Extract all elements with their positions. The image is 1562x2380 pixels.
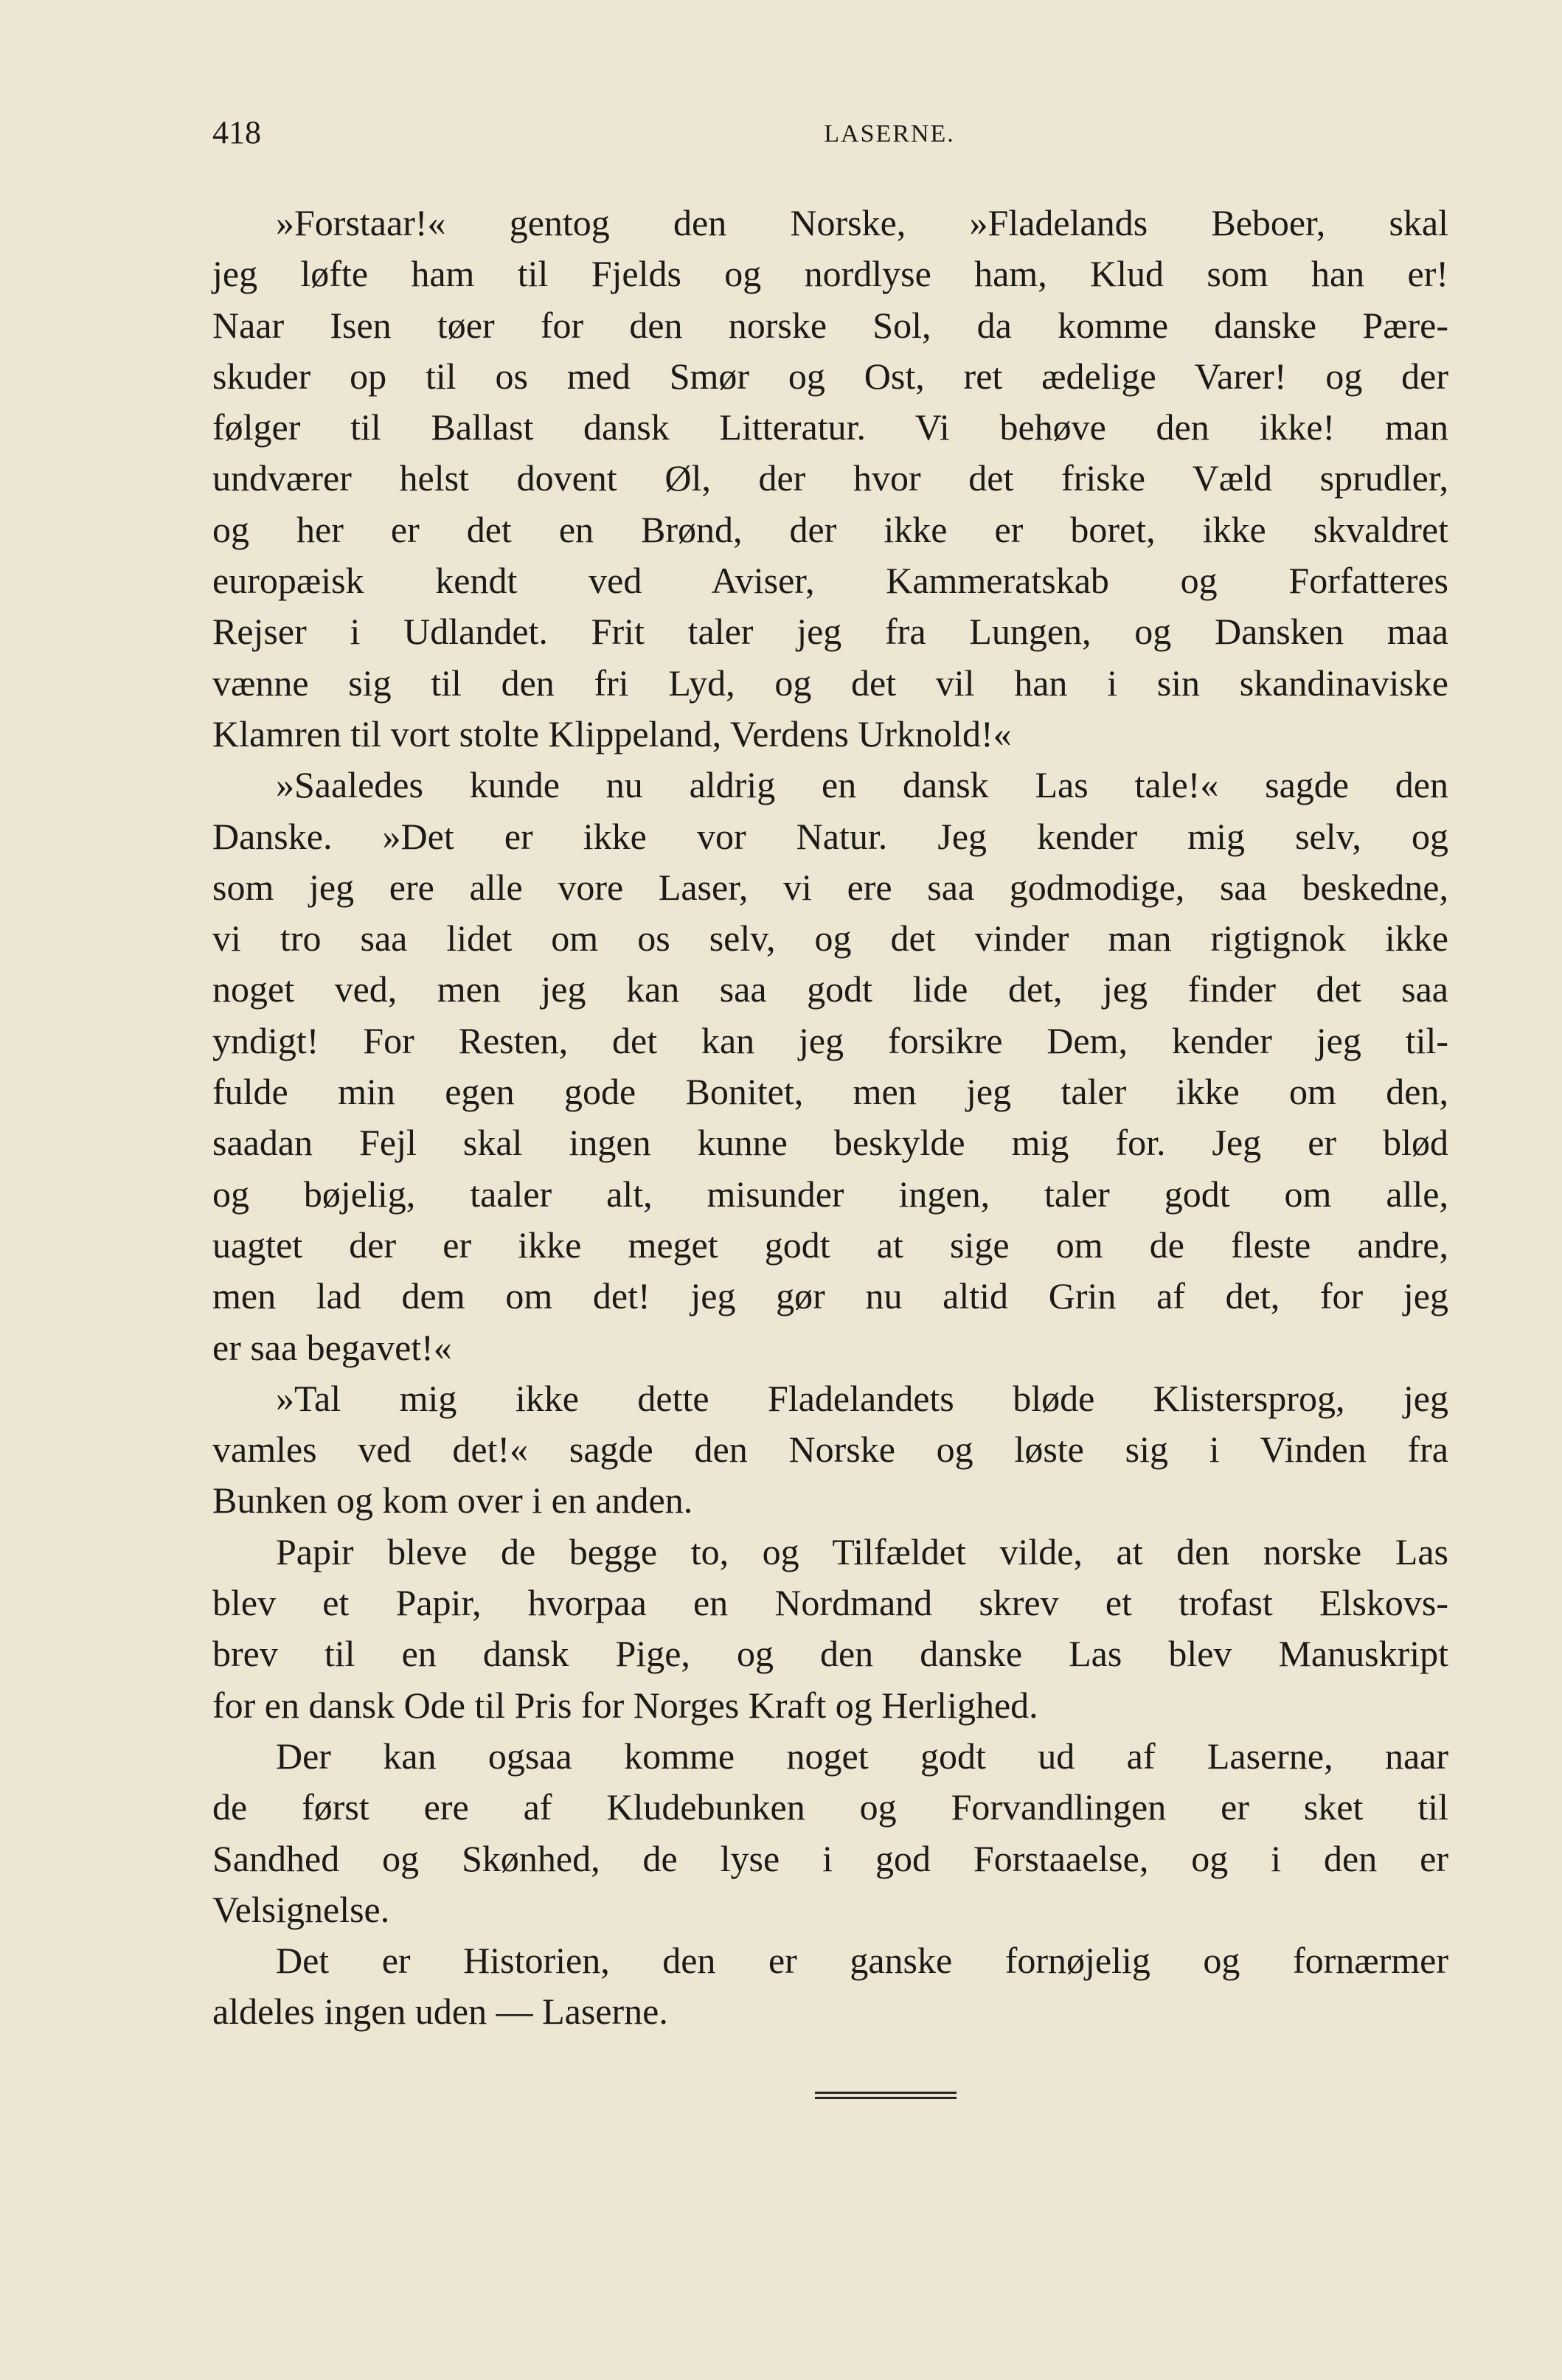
page-header <box>212 111 1448 155</box>
text-line: europæisk kendt ved Aviser, Kammeratskab og Forfatteres <box>212 560 1448 602</box>
text-line: og her er det en Brønd, der ikke er boret, ikke skvaldret <box>212 508 1448 550</box>
text-line: vamles ved det!« sagde den Norske og løste sig i Vinden fra <box>212 1429 1448 1471</box>
text-line: brev til en dansk Pige, og den danske Las blev Manuskript <box>212 1633 1448 1675</box>
paragraph <box>212 1935 1448 2038</box>
text-line: følger til Ballast dansk Litteratur. Vi behøve den ikke! man <box>212 406 1448 448</box>
text-line: Det er Historien, den er ganske fornøjelig og fornærmer <box>276 1940 1448 1982</box>
text-line: saadan Fejl skal ingen kunne beskylde mig for. Jeg er blød <box>212 1122 1448 1164</box>
text-line: Danske. »Det er ikke vor Natur. Jeg kender mig selv, og <box>212 815 1448 857</box>
text-line: »Saaledes kunde nu aldrig en dansk Las tale!« sagde den <box>276 764 1448 806</box>
text-line: Rejser i Udlandet. Frit taler jeg fra Lungen, og Dansken maa <box>212 611 1448 653</box>
text-line: de først ere af Kludebunken og Forvandlingen er sket til <box>212 1786 1448 1828</box>
paragraph <box>212 1527 1448 1731</box>
text-line: skuder op til os med Smør og Ost, ret ædelige Varer! og der <box>212 355 1448 397</box>
text-line: som jeg ere alle vore Laser, vi ere saa godmodige, saa beskedne, <box>212 866 1448 908</box>
end-rule <box>815 2092 957 2100</box>
rule-line <box>815 2092 957 2094</box>
text-line: »Forstaar!« gentog den Norske, »Fladelands Beboer, skal <box>276 202 1448 243</box>
text-line: og bøjelig, taaler alt, misunder ingen, taler godt om alle, <box>212 1173 1448 1215</box>
text-line: er saa begavet!« <box>212 1326 452 1368</box>
text-line: vænne sig til den fri Lyd, og det vil han i sin skandinaviske <box>212 662 1448 704</box>
text-line: blev et Papir, hvorpaa en Nordmand skrev et trofast Elskovs- <box>212 1582 1448 1624</box>
text-line: Bunken og kom over i en anden. <box>212 1479 693 1522</box>
page-number: 418 <box>212 114 261 150</box>
text-line: for en dansk Ode til Pris for Norges Kraft og Herlighed. <box>212 1684 1038 1726</box>
text-line: uagtet der er ikke meget godt at sige om de fleste andre, <box>212 1224 1448 1266</box>
text-line: undværer helst dovent Øl, der hvor det friske Væld sprudler, <box>212 457 1448 499</box>
text-line: vi tro saa lidet om os selv, og det vinder man rigtignok ikke <box>212 917 1448 960</box>
text-line: Der kan ogsaa komme noget godt ud af Laserne, naar <box>276 1735 1448 1777</box>
running-title: LASERNE. <box>824 120 955 148</box>
text-line: Papir bleve de begge to, og Tilfældet vilde, at den norske Las <box>276 1530 1448 1572</box>
text-line: Naar Isen tøer for den norske Sol, da komme danske Pære- <box>212 304 1448 346</box>
text-line: yndigt! For Resten, det kan jeg forsikre Dem, kender jeg til- <box>212 1019 1448 1061</box>
text-line: noget ved, men jeg kan saa godt lide det, jeg finder det saa <box>212 968 1448 1010</box>
body-text <box>212 198 1448 2038</box>
text-line: aldeles ingen uden — Laserne. <box>212 1991 668 2033</box>
paragraph <box>212 198 1448 760</box>
text-line: Klamren til vort stolte Klippeland, Verdens Urknold!« <box>212 712 1012 754</box>
text-line: »Tal mig ikke dette Fladelandets bløde Klistersprog, jeg <box>276 1377 1448 1419</box>
text-line: Sandhed og Skønhed, de lyse i god Forstaaelse, og i den er <box>212 1837 1448 1879</box>
paragraph <box>212 1731 1448 1935</box>
paragraph <box>212 760 1448 1373</box>
rule-line <box>815 2097 957 2099</box>
text-line: jeg løfte ham til Fjelds og nordlyse ham, Klud som han er! <box>212 253 1448 295</box>
text-line: men lad dem om det! jeg gør nu altid Grin af det, for jeg <box>212 1275 1448 1317</box>
text-line: Velsignelse. <box>212 1888 390 1930</box>
paragraph <box>212 1373 1448 1527</box>
text-line: fulde min egen gode Bonitet, men jeg taler ikke om den, <box>212 1071 1448 1113</box>
